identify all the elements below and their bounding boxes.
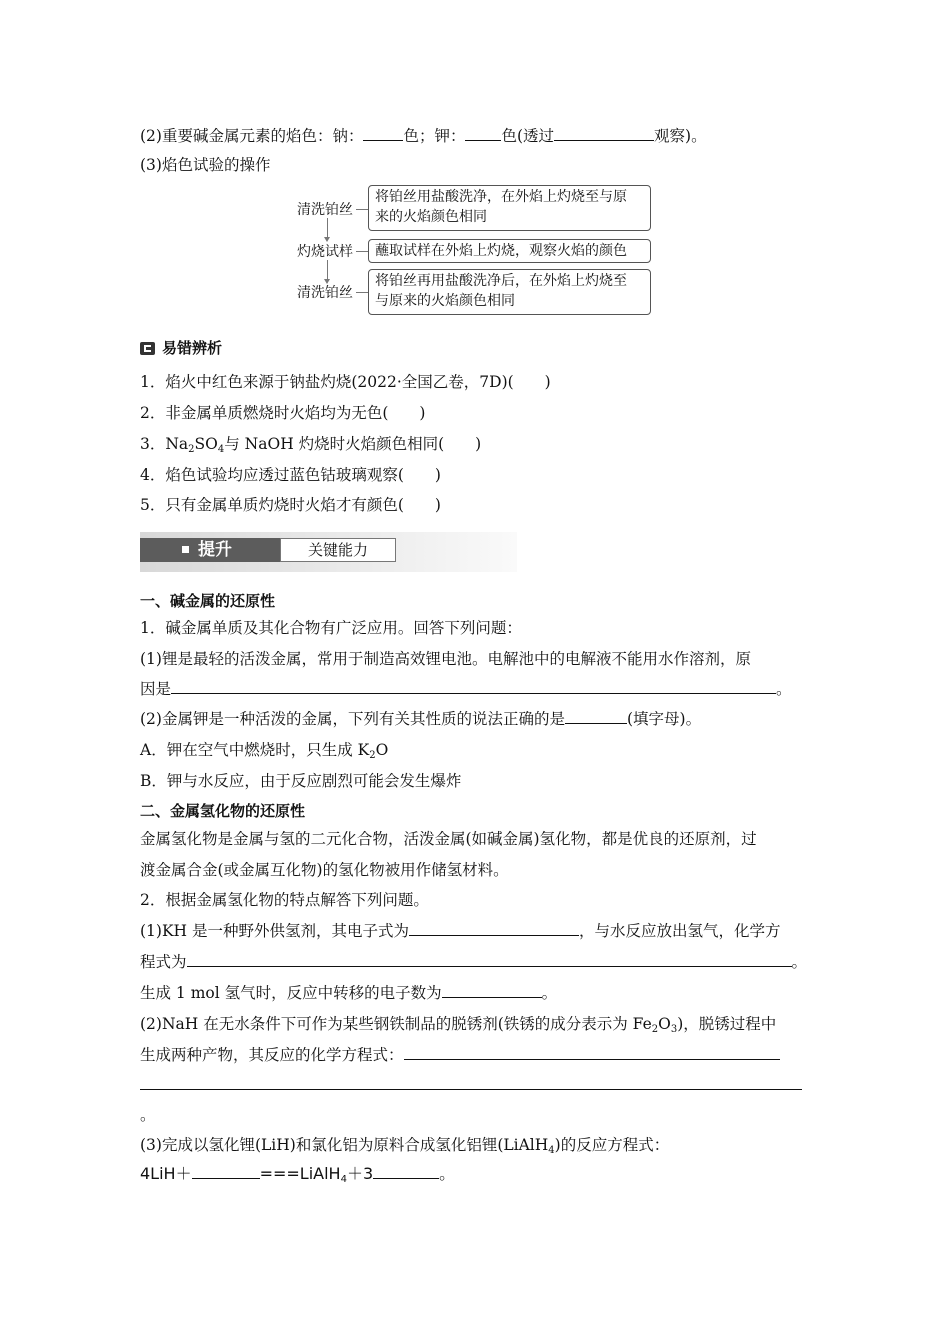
arrow-line-1 xyxy=(327,218,328,238)
error-item-3: 3．$Na_2SO_4$与 NaOH 灼烧时火焰颜色相同( ) xyxy=(140,435,482,455)
blank-sodium[interactable] xyxy=(363,125,403,141)
q2-2-line1: (2)NaH 在无水条件下可作为某些钢铁制品的脱锈剂(铁锈的成分表示为 $Fe_2O_3$)，脱锈过程中 xyxy=(140,1015,777,1035)
error-item-1: 1．焰火中红色来源于钠盐灼烧(2022·全国乙卷，7D)( ) xyxy=(140,373,551,391)
blank-equation[interactable] xyxy=(187,951,792,967)
q1: 1．碱金属单质及其化合物有广泛应用。回答下列问题： xyxy=(140,619,522,637)
q2-1-line2: 程式为 。 xyxy=(140,953,808,971)
q2-2-line3 xyxy=(140,1074,802,1096)
banner-square-icon xyxy=(182,546,189,553)
connector-2 xyxy=(356,251,368,252)
q2-1-line3: 生成 1 mol 氢气时，反应中转移的电子数为 。 xyxy=(140,984,558,1002)
q2-2-line2: 生成两种产物，其反应的化学方程式： xyxy=(140,1044,780,1066)
flow-step-3-box: 将铂丝再用盐酸洗净后，在外焰上灼烧至 与原来的火焰颜色相同 xyxy=(368,269,651,315)
blank-glass[interactable] xyxy=(554,125,654,141)
q2-3: (3)完成以氢化锂(LiH)和氯化铝为原料合成氢化铝锂(LiAlH$_4$)的反应方程式： xyxy=(140,1136,670,1156)
q2: 2．根据金属氢化物的特点解答下列问题。 xyxy=(140,891,429,909)
arrow-line-2 xyxy=(327,260,328,280)
banner-title: 提升 xyxy=(198,540,232,560)
section2-heading: 二、金属氢化物的还原性 xyxy=(140,802,306,820)
section2-intro-1: 金属氢化物是金属与氢的二元化合物，活泼金属(如碱金属)氢化物，都是优良的还原剂，过 xyxy=(140,830,757,848)
blank-reactant[interactable] xyxy=(192,1163,260,1179)
flow-step-3-label: 清洗铂丝 xyxy=(297,285,353,301)
blank-potassium[interactable] xyxy=(465,125,501,141)
error-item-2: 2．非金属单质燃烧时火焰均为无色( ) xyxy=(140,404,426,422)
line-flame-colors: (2)重要碱金属元素的焰色：钠： 色；钾： 色(透过 观察)。 xyxy=(140,127,707,145)
section1-heading: 一、碱金属的还原性 xyxy=(140,592,276,610)
blank-nah-equation-1[interactable] xyxy=(404,1044,780,1060)
error-item-4: 4．焰色试验均应透过蓝色钴玻璃观察( ) xyxy=(140,466,441,484)
q1-2: (2)金属钾是一种活泼的金属，下列有关其性质的说法正确的是 (填字母)。 xyxy=(140,710,702,728)
connector-1 xyxy=(356,209,368,210)
flow-step-1-label: 清洗铂丝 xyxy=(297,202,353,218)
flow-step-2-box: 蘸取试样在外焰上灼烧，观察火焰的颜色 xyxy=(368,239,651,263)
q2-2-period: 。 xyxy=(140,1106,156,1124)
section2-intro-2: 渡金属合金(或金属互化物)的氢化物被用作储氢材料。 xyxy=(140,861,509,879)
blank-reason[interactable] xyxy=(171,678,776,694)
blank-choice[interactable] xyxy=(565,708,627,724)
blank-product[interactable] xyxy=(373,1163,439,1179)
blank-electron-formula[interactable] xyxy=(409,920,579,936)
flow-step-2-label: 灼烧试样 xyxy=(297,244,353,260)
errors-title: 易错辨析 xyxy=(162,339,223,357)
blank-nah-equation-2[interactable] xyxy=(140,1074,802,1090)
q2-3-equation: 4LiH＋ ===LiAlH$_4$＋3 。 xyxy=(140,1164,456,1185)
section-e-icon xyxy=(140,342,155,355)
blank-electron-count[interactable] xyxy=(442,982,542,998)
q1-1-line2: 因是 。 xyxy=(140,680,792,698)
q1-1-line1: (1)锂是最轻的活泼金属，常用于制造高效锂电池。电解池中的电解液不能用水作溶剂，原 xyxy=(140,650,751,668)
q2-1-line1: (1)KH 是一种野外供氢剂，其电子式为 ，与水反应放出氢气，化学方 xyxy=(140,922,781,940)
error-item-5: 5．只有金属单质灼烧时火焰才有颜色( ) xyxy=(140,496,441,514)
option-a: A．钾在空气中燃烧时，只生成 $K_2O$ xyxy=(140,741,389,761)
flow-step-1-box: 将铂丝用盐酸洗净，在外焰上灼烧至与原 来的火焰颜色相同 xyxy=(368,185,651,231)
option-b: B．钾与水反应，由于反应剧烈可能会发生爆炸 xyxy=(140,772,462,790)
banner-box: 关键能力 xyxy=(280,538,396,562)
line-flame-test-heading: (3)焰色试验的操作 xyxy=(140,156,271,174)
connector-3 xyxy=(356,292,368,293)
